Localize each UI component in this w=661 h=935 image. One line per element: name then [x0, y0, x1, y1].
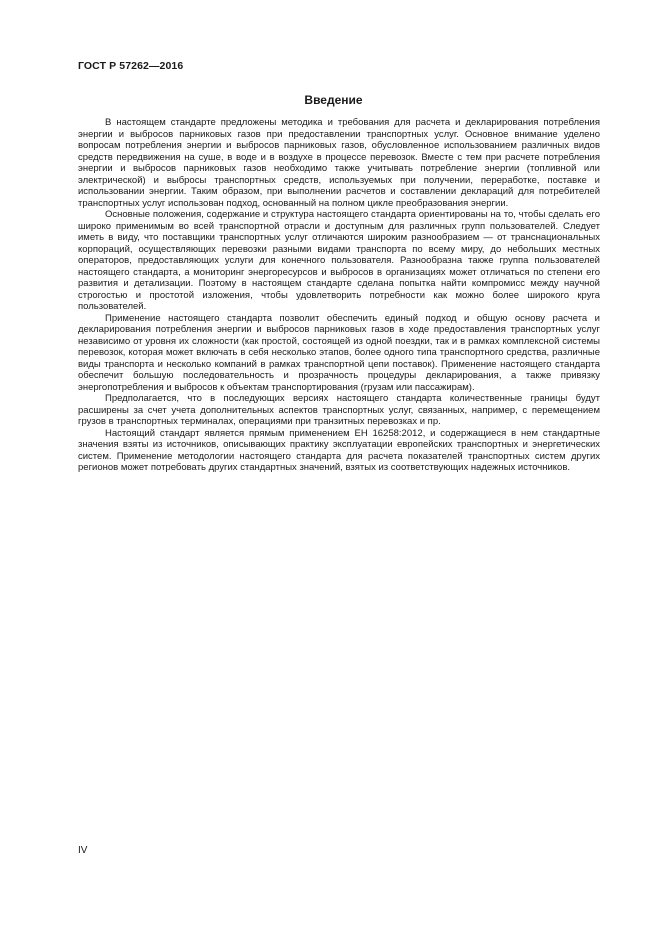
paragraph: Настоящий стандарт является прямым применением ЕН 16258:2012, и содержащиеся в нем стандартные значения взяты из источников, описывающих практику эксплуатации европейских транспортных и энергетических систем. Применение методологии настоящего стандарта для расчета показателей транспортных систем других регионов может потребовать других стандартных значений, взятых из соответствующих надежных источников.: [78, 427, 600, 473]
paragraph: Предполагается, что в последующих версиях настоящего стандарта количественные границы будут расширены за счет учета дополнительных аспектов транспортных услуг, связанных, например, с перемещением грузов в транспортных терминалах, операциями при транзитных перевозках и пр.: [78, 393, 600, 427]
document-header: ГОСТ Р 57262—2016: [78, 60, 184, 72]
section-title: Введение: [304, 93, 363, 107]
paragraph: Применение настоящего стандарта позволит обеспечить единый подход и общую основу расчета и декларирования потребления энергии и выбросов парниковых газов в ходе предоставления транспортных услуг независимо от уровня их сложности (как простой, состоящей из одной поездки, так и в рамках комплексной системы перевозок, которая может включать в себя несколько этапов, более одного типа транспортного средства, различные виды транспорта и несколько компаний в рамках транспортной цепи поставок). Применение настоящего стандарта обеспечит большую последовательность и прозрачность процедуры декларирования, а также привязку энергопотребления и выбросов к объектам транспортирования (грузам или пассажирам).: [78, 312, 600, 393]
paragraph: В настоящем стандарте предложены методика и требования для расчета и декларирования потребления энергии и выбросов парниковых газов при предоставлении транспортных услуг. Основное внимание уделено вопросам потребления энергии и выбросов парниковых газов, обусловленное использованием различных видов средств передвижения на суше, в воде и в воздухе в процессе перевозок. Вместе с тем при расчете потребления энергии и выбросов парниковых газов необходимо также учитывать потребление энергии (топливной или электрической) и выбросы транспортных средств, используемых при получении, переработке, поставке и использовании энергии. Таким образом, при выполнении расчетов и составлении деклараций для потребителей транспортных услуг использован подход, основанный на полном цикле преобразования энергии.: [78, 117, 600, 209]
paragraph: Основные положения, содержание и структура настоящего стандарта ориентированы на то, чтобы сделать его широко применимым во всей транспортной отрасли и доступным для различных групп пользователей. Следует иметь в виду, что поставщики транспортных услуг отличаются широким разнообразием — от транснациональных корпораций, осуществляющих перевозки разными видами транспорта по всему миру, до небольших местных операторов, предоставляющих услуги для конечного пользователя. Разнообразна также группа пользователей настоящего стандарта, а мониторинг энергоресурсов и выбросов в организациях может отличаться по степени его развития и детализации. Поэтому в настоящем стандарте сделана попытка найти компромисс между научной строгостью и простотой изложения, чтобы удовлетворить потребности как можно более широкого круга пользователей.: [78, 209, 600, 312]
document-body: [78, 117, 600, 474]
page-number: IV: [78, 845, 88, 856]
